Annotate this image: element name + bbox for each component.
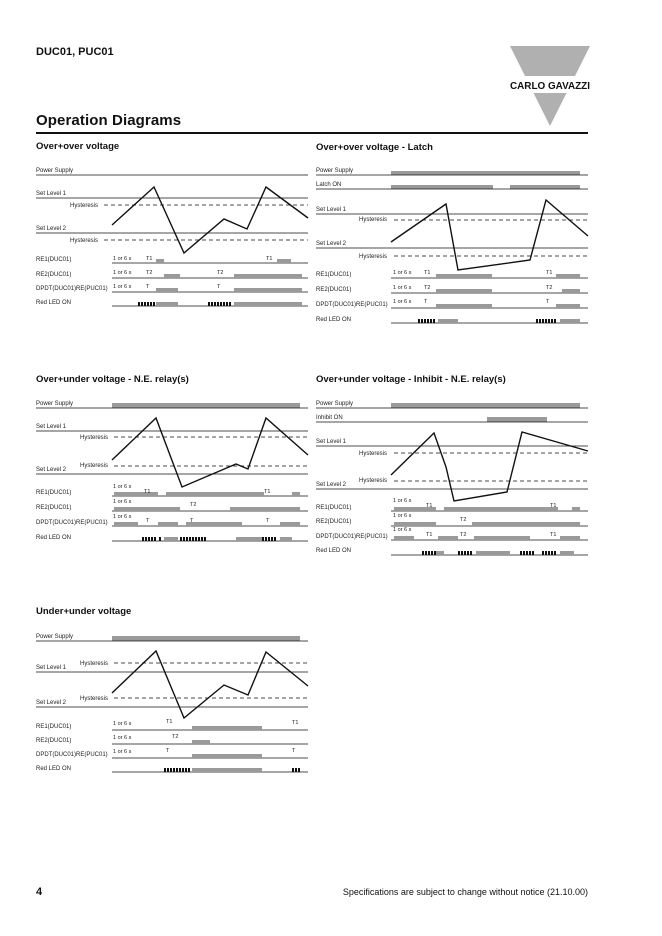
row-label: DPDT(DUC01)RE(PUC01) xyxy=(36,286,108,292)
row-label: Hysteresis xyxy=(80,661,109,667)
logo-graphic xyxy=(510,46,590,128)
diagram-title-overover: Over+over voltage xyxy=(36,141,120,152)
timer-label: 1 or 6 s xyxy=(393,498,412,504)
timer-label: 1 or 6 s xyxy=(113,256,132,262)
timer-label: T2 xyxy=(146,270,153,276)
timer-label: T2 xyxy=(424,285,431,291)
row-label: Hysteresis xyxy=(359,451,388,457)
row-label: Power Supply xyxy=(36,168,74,174)
diagram-title-inhibit: Over+under voltage - Inhibit - N.E. relay(s) xyxy=(316,374,506,385)
timer-label: T1 xyxy=(546,270,553,276)
row-label: Red LED ON xyxy=(36,766,72,772)
row-label: RE1(DUC01) xyxy=(36,490,72,496)
timer-label: T1 xyxy=(266,256,273,262)
title-divider xyxy=(36,132,588,134)
timer-label: T1 xyxy=(550,532,557,538)
brand-name: CARLO GAVAZZI xyxy=(510,80,590,92)
row-label: RE1(DUC01) xyxy=(36,724,72,730)
row-label: Red LED ON xyxy=(316,548,352,554)
timer-label: T xyxy=(217,284,221,290)
row-label: Hysteresis xyxy=(80,696,109,702)
timer-label: T1 xyxy=(424,270,431,276)
row-label: Power Supply xyxy=(36,634,74,640)
timer-label: 1 or 6 s xyxy=(113,721,132,727)
row-label: Red LED ON xyxy=(36,535,72,541)
footer-notice: Specifications are subject to change without notice (21.10.00) xyxy=(342,887,588,897)
section-title: Operation Diagrams xyxy=(36,112,182,129)
timer-label: 1 or 6 s xyxy=(113,749,132,755)
timer-label: T xyxy=(292,748,296,754)
row-label: DPDT(DUC01)RE(PUC01) xyxy=(36,520,108,526)
timer-label: T1 xyxy=(264,489,271,495)
row-label: Set Level 1 xyxy=(36,424,67,430)
row-label: RE1(DUC01) xyxy=(316,272,352,278)
timer-label: T xyxy=(266,518,270,524)
row-label: Set Level 2 xyxy=(316,482,347,488)
row-label: RE2(DUC01) xyxy=(316,287,352,293)
model-code: DUC01, PUC01 xyxy=(36,46,114,58)
row-label: Hysteresis xyxy=(80,435,109,441)
row-label: Hysteresis xyxy=(359,217,388,223)
timer-label: T xyxy=(424,299,428,305)
row-label: Red LED ON xyxy=(36,300,72,306)
row-label: Set Level 1 xyxy=(36,665,67,671)
row-label: Set Level 1 xyxy=(316,439,347,445)
timer-label: T1 xyxy=(550,503,557,509)
timer-label: T2 xyxy=(460,532,467,538)
timer-label: 1 or 6 s xyxy=(393,270,412,276)
timer-label: T2 xyxy=(172,734,179,740)
row-label: DPDT(DUC01)RE(PUC01) xyxy=(316,534,388,540)
timer-label: T2 xyxy=(217,270,224,276)
timer-label: T2 xyxy=(460,517,467,523)
row-label: DPDT(DUC01)RE(PUC01) xyxy=(36,752,108,758)
diagram-title-overunder: Over+under voltage - N.E. relay(s) xyxy=(36,374,189,385)
timer-label: T1 xyxy=(166,719,173,725)
row-label: Power Supply xyxy=(316,401,354,407)
row-label: Set Level 2 xyxy=(316,241,347,247)
row-label: RE1(DUC01) xyxy=(316,505,352,511)
timing-diagram-overunder xyxy=(36,395,310,545)
row-label: Set Level 2 xyxy=(36,467,67,473)
timer-label: 1 or 6 s xyxy=(113,484,132,490)
timer-label: 1 or 6 s xyxy=(113,270,132,276)
row-label: Set Level 2 xyxy=(36,226,67,232)
timer-label: T xyxy=(146,284,150,290)
timing-diagram-latch xyxy=(316,162,590,328)
timer-label: T1 xyxy=(426,532,433,538)
timer-label: 1 or 6 s xyxy=(113,499,132,505)
timer-label: T1 xyxy=(144,489,151,495)
row-label: Red LED ON xyxy=(316,317,352,323)
timer-label: T xyxy=(546,299,550,305)
timer-label: T xyxy=(190,518,194,524)
carlo-gavazzi-logo xyxy=(510,46,590,133)
row-label: RE1(DUC01) xyxy=(36,257,72,263)
row-label: RE2(DUC01) xyxy=(36,272,72,278)
row-label: Latch ON xyxy=(316,182,342,188)
row-label: RE2(DUC01) xyxy=(36,738,72,744)
row-label: Set Level 2 xyxy=(36,700,67,706)
timer-label: 1 or 6 s xyxy=(113,514,132,520)
row-label: DPDT(DUC01)RE(PUC01) xyxy=(316,302,388,308)
timer-label: 1 or 6 s xyxy=(393,299,412,305)
timer-label: T1 xyxy=(146,256,153,262)
timer-label: 1 or 6 s xyxy=(113,735,132,741)
page-number: 4 xyxy=(36,886,43,898)
timer-label: T xyxy=(166,748,170,754)
row-label: Power Supply xyxy=(36,401,74,407)
row-label: Hysteresis xyxy=(70,203,99,209)
timer-label: T1 xyxy=(292,720,299,726)
timer-label: 1 or 6 s xyxy=(393,513,412,519)
row-label: RE2(DUC01) xyxy=(316,519,352,525)
timer-label: 1 or 6 s xyxy=(393,527,412,533)
timer-label: T1 xyxy=(426,503,433,509)
timer-label: 1 or 6 s xyxy=(113,284,132,290)
timer-label: T2 xyxy=(546,285,553,291)
timing-diagram-inhibit xyxy=(316,395,590,561)
row-label: Set Level 1 xyxy=(36,191,67,197)
row-label: Hysteresis xyxy=(80,463,109,469)
row-label: Power Supply xyxy=(316,168,354,174)
row-label: RE2(DUC01) xyxy=(36,505,72,511)
timer-label: T2 xyxy=(190,502,197,508)
timing-diagram-underunder xyxy=(36,628,310,778)
timer-label: 1 or 6 s xyxy=(393,285,412,291)
timing-diagram-overover xyxy=(36,162,310,312)
diagram-title-underunder: Under+under voltage xyxy=(36,606,132,617)
row-label: Hysteresis xyxy=(359,254,388,260)
row-label: Set Level 1 xyxy=(316,207,347,213)
row-label: Hysteresis xyxy=(70,238,99,244)
timer-label: T xyxy=(146,518,150,524)
row-label: Hysteresis xyxy=(359,478,388,484)
row-label: Inhibit ON xyxy=(316,415,343,421)
diagram-title-latch: Over+over voltage - Latch xyxy=(316,142,433,153)
